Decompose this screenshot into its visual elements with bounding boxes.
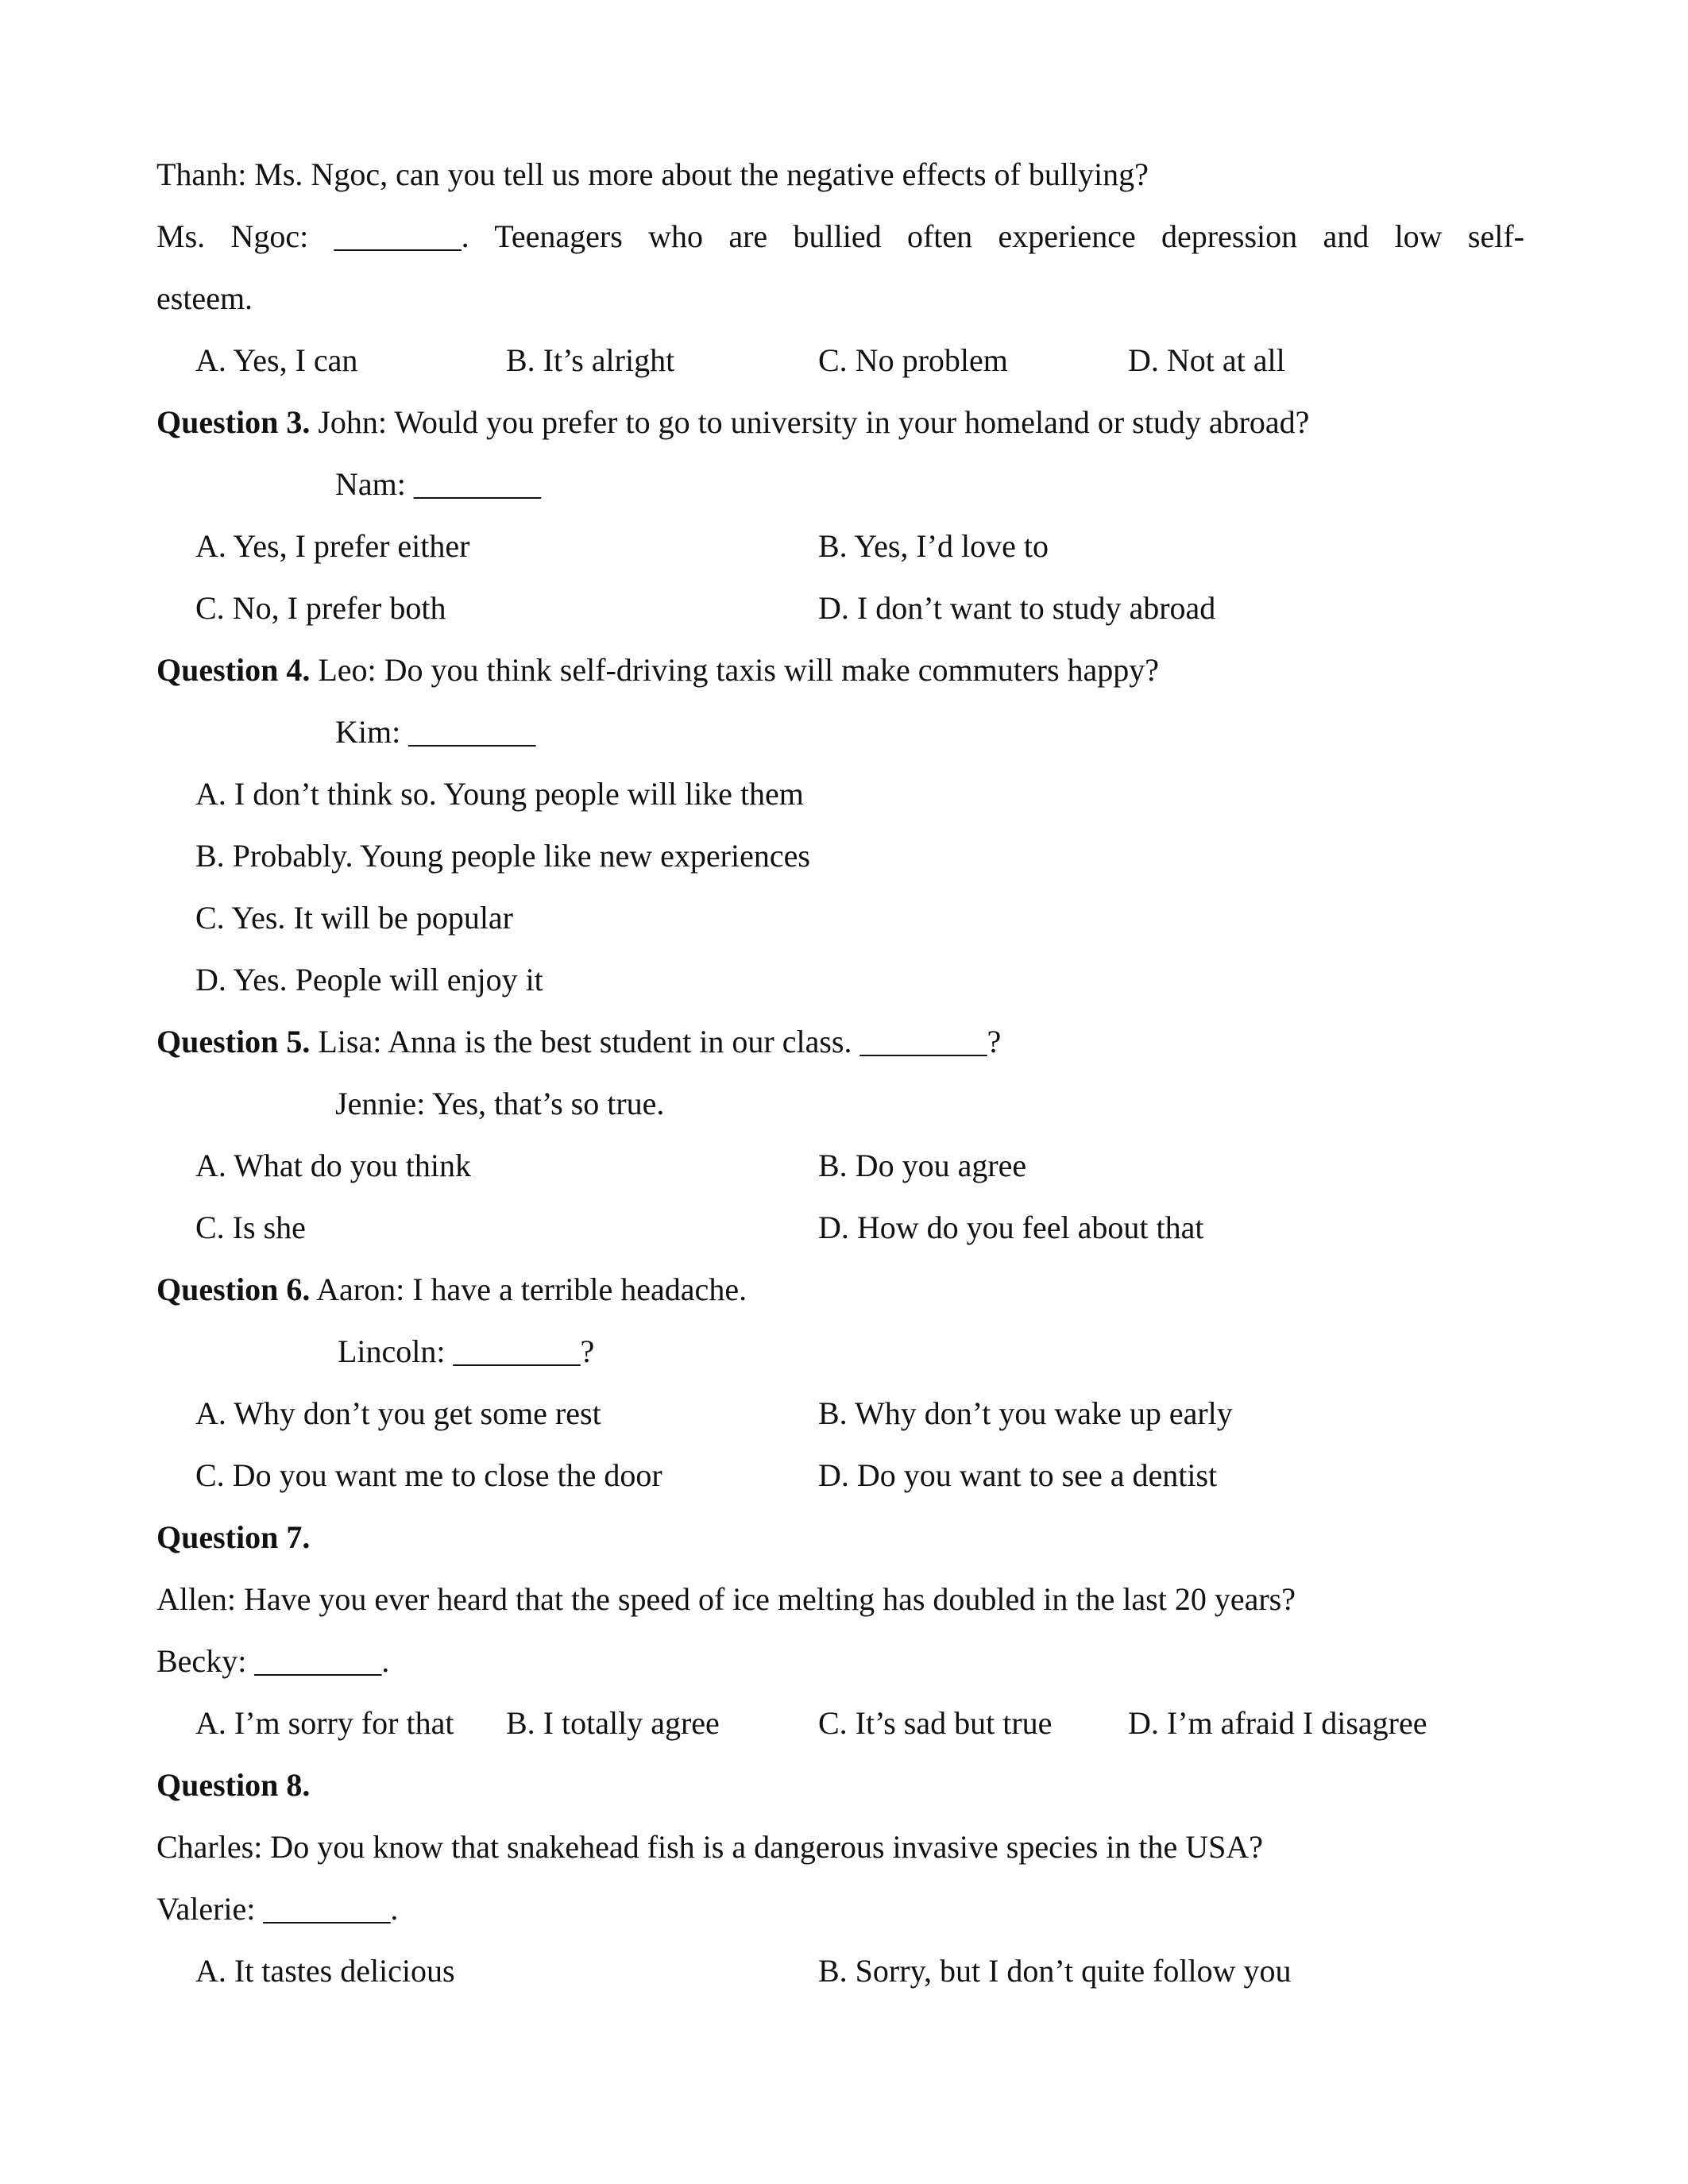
q8-response: Valerie: ________. (156, 1891, 399, 1927)
q4-response: Kim: ________ (335, 714, 536, 750)
q5-option-a: A. What do you think (195, 1148, 472, 1183)
q6-prompt: Aaron: I have a terrible headache. (310, 1271, 747, 1307)
q4-option-d: D. Yes. People will enjoy it (195, 962, 543, 997)
q2-response-line1: Ms. Ngoc: ________. Teenagers who are bullied often experience depression and low self- (156, 218, 1524, 254)
q2-option-d: D. Not at all (1128, 342, 1285, 378)
q8-label: Question 8. (156, 1767, 311, 1803)
q3-label: Question 3. (156, 404, 311, 440)
q8-option-b: B. Sorry, but I don’t quite follow you (818, 1953, 1292, 1989)
q5-prompt: Lisa: Anna is the best student in our class. ________? (310, 1024, 1002, 1059)
q3-option-a: A. Yes, I prefer either (195, 528, 470, 564)
q3-option-c: C. No, I prefer both (195, 590, 446, 626)
q5-option-b: B. Do you agree (818, 1148, 1027, 1183)
q7-option-a: A. I’m sorry for that (195, 1705, 454, 1741)
q2-response-line2: esteem. (156, 280, 253, 316)
q6-heading (156, 1271, 747, 1307)
q4-label: Question 4. (156, 652, 311, 688)
q7-option-c: C. It’s sad but true (818, 1705, 1053, 1741)
q4-prompt: Leo: Do you think self-driving taxis will make commuters happy? (310, 652, 1160, 688)
q6-label: Question 6. (156, 1271, 311, 1307)
q2-option-c: C. No problem (818, 342, 1008, 378)
q7-response: Becky: ________. (156, 1643, 390, 1679)
q7-option-d: D. I’m afraid I disagree (1128, 1705, 1427, 1741)
q2-option-a: A. Yes, I can (195, 342, 358, 378)
q6-option-b: B. Why don’t you wake up early (818, 1395, 1233, 1431)
q7-prompt: Allen: Have you ever heard that the speed of ice melting has doubled in the last 20 years? (156, 1581, 1296, 1617)
q3-option-d: D. I don’t want to study abroad (818, 590, 1216, 626)
q7-label: Question 7. (156, 1519, 311, 1555)
q6-option-a: A. Why don’t you get some rest (195, 1395, 601, 1431)
q4-option-b: B. Probably. Young people like new experiences (195, 838, 810, 874)
q3-heading (156, 404, 1310, 440)
q3-option-b: B. Yes, I’d love to (818, 528, 1049, 564)
q6-option-d: D. Do you want to see a dentist (818, 1457, 1218, 1493)
q5-response: Jennie: Yes, that’s so true. (335, 1086, 665, 1121)
q2-prompt: Thanh: Ms. Ngoc, can you tell us more about the negative effects of bullying? (156, 156, 1149, 192)
q8-prompt: Charles: Do you know that snakehead fish is a dangerous invasive species in the USA? (156, 1829, 1264, 1865)
q5-label: Question 5. (156, 1024, 311, 1059)
q5-heading (156, 1026, 1001, 1058)
q2-option-b: B. It’s alright (506, 342, 675, 378)
q5-option-c: C. Is she (195, 1210, 306, 1245)
q6-response: Lincoln: ________? (338, 1333, 595, 1369)
q4-option-a: A. I don’t think so. Young people will like them (195, 776, 804, 812)
q7-option-b: B. I totally agree (506, 1705, 720, 1741)
q4-option-c: C. Yes. It will be popular (195, 900, 513, 936)
q3-response: Nam: ________ (335, 466, 541, 502)
q8-option-a: A. It tastes delicious (195, 1953, 455, 1989)
q5-option-d: D. How do you feel about that (818, 1210, 1204, 1245)
q3-prompt: John: Would you prefer to go to university in your homeland or study abroad? (310, 404, 1310, 440)
q4-heading (156, 654, 1159, 686)
q6-option-c: C. Do you want me to close the door (195, 1457, 662, 1493)
